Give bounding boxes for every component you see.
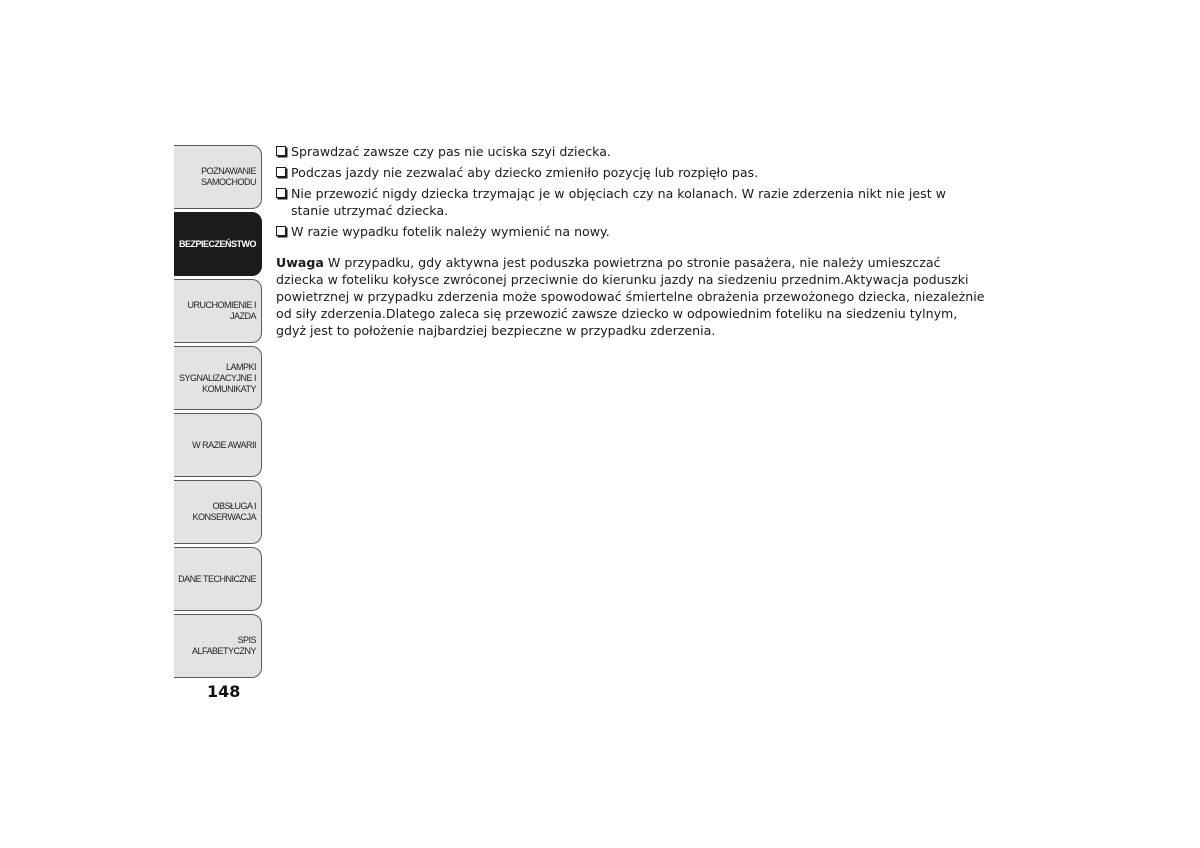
bullet-text: Sprawdzać zawsze czy pas nie uciska szyi dziecka. bbox=[291, 144, 611, 159]
bullet-text: W razie wypadku fotelik należy wymienić na nowy. bbox=[291, 224, 610, 239]
note-label: Uwaga bbox=[276, 255, 324, 270]
checkbox-icon bbox=[276, 226, 286, 236]
bullet-item bbox=[276, 185, 986, 219]
bullet-item bbox=[276, 143, 986, 160]
tab-uruchomienie-i-jazda[interactable]: URUCHOMIENIE I JAZDA bbox=[174, 279, 262, 343]
tab-dane-techniczne[interactable]: DANE TECHNICZNE bbox=[174, 547, 262, 611]
tab-poznawanie-samochodu[interactable]: POZNAWANIE SAMOCHODU bbox=[174, 145, 262, 209]
tab-spis-alfabetyczny[interactable]: SPIS ALFABETYCZNY bbox=[174, 614, 262, 678]
checkbox-icon bbox=[276, 146, 286, 156]
checkbox-icon bbox=[276, 188, 286, 198]
bullet-item bbox=[276, 223, 986, 240]
checkbox-icon bbox=[276, 167, 286, 177]
page-number: 148 bbox=[207, 682, 241, 701]
tab-lampki-sygnalizacyjne[interactable]: LAMPKI SYGNALIZACYJNE I KOMUNIKATY bbox=[174, 346, 262, 410]
page-content bbox=[276, 143, 986, 352]
tab-bezpieczenstwo[interactable]: BEZPIECZEŃSTWO bbox=[174, 212, 262, 276]
note-text: W przypadku, gdy aktywna jest poduszka powietrzna po stronie pasażera, nie należy umieszczać dziecka w foteliku kołysce zwróconej przeciwnie do kierunku jazdy na siedzeniu przednim.Aktywacja poduszki powietrznej w przypadku zderzenia może spowodować śmiertelne obrażenia przewożonego dziecka, niezależnie od siły zderzenia.Dlatego zaleca się przewozić zawsze dziecko w odpowiednim foteliku na siedzeniu tylnym, gdyż jest to położenie najbardziej bezpieczne w przypadku zderzenia. bbox=[276, 255, 985, 338]
bullet-item bbox=[276, 164, 986, 181]
bullet-text: Nie przewozić nigdy dziecka trzymając je w objęciach czy na kolanach. W razie zderzenia nikt nie jest w stanie utrzymać dziecka. bbox=[291, 186, 946, 218]
tab-w-razie-awarii[interactable]: W RAZIE AWARII bbox=[174, 413, 262, 477]
bullet-text: Podczas jazdy nie zezwalać aby dziecko zmieniło pozycję lub rozpięło pas. bbox=[291, 165, 759, 180]
tab-obsluga-i-konserwacja[interactable]: OBSŁUGA I KONSERWACJA bbox=[174, 480, 262, 544]
warning-note bbox=[276, 254, 986, 339]
